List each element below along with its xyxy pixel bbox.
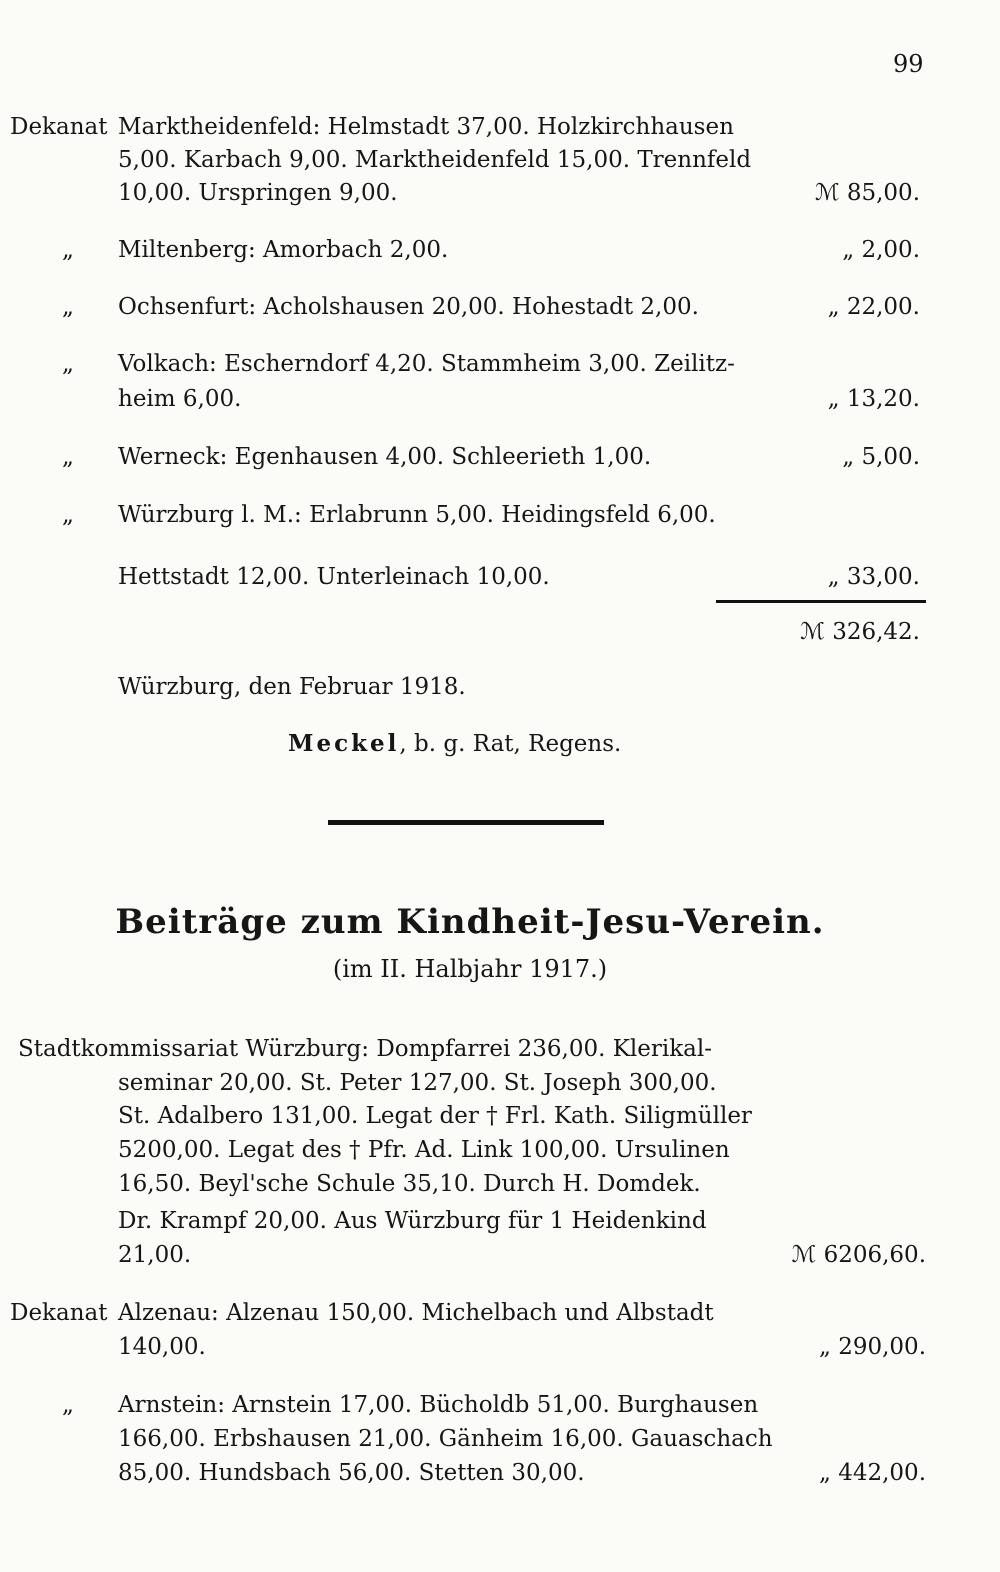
signature <box>288 730 621 757</box>
entry-amount: „ 290,00. <box>818 1334 926 1360</box>
ditto-mark: „ <box>62 444 74 470</box>
signature-title: , b. g. Rat, Regens. <box>399 731 622 757</box>
section-title: Beiträge zum Kindheit-Jesu-Verein. <box>115 902 825 942</box>
entry-line: 85,00. Hundsbach 56,00. Stetten 30,00. <box>118 1460 585 1486</box>
ditto-mark: „ <box>62 1392 74 1418</box>
entry-line: Arnstein: Arnstein 17,00. Bücholdb 51,00. Burghausen <box>118 1392 759 1418</box>
entry-line: Werneck: Egenhausen 4,00. Schleerieth 1,00. <box>118 444 652 470</box>
entry-amount: „ 5,00. <box>842 444 920 470</box>
ditto-mark: „ <box>62 237 74 263</box>
section-total: ℳ 326,42. <box>800 619 920 645</box>
entry-line: Alzenau: Alzenau 150,00. Michelbach und Albstadt <box>118 1300 714 1326</box>
sum-rule <box>716 600 926 603</box>
entry-line: 21,00. <box>118 1242 192 1268</box>
entry-line: Dr. Krampf 20,00. Aus Würzburg für 1 Heidenkind <box>118 1208 707 1234</box>
signature-name: Meckel <box>288 730 400 757</box>
entry-line: 166,00. Erbshausen 21,00. Gänheim 16,00. Gauaschach <box>118 1426 773 1452</box>
entry-amount: ℳ 85,00. <box>814 180 920 206</box>
entry-line: Stadtkommissariat Würzburg: Dompfarrei 236,00. Klerikal- <box>18 1036 713 1062</box>
entry-line: Marktheidenfeld: Helmstadt 37,00. Holzkirchhausen <box>118 114 734 140</box>
entry-line: 5,00. Karbach 9,00. Marktheidenfeld 15,00. Trennfeld <box>118 147 752 173</box>
entry-line: Ochsenfurt: Acholshausen 20,00. Hohestadt 2,00. <box>118 294 699 320</box>
entry-amount: ℳ 6206,60. <box>791 1242 926 1268</box>
entry-amount: „ 2,00. <box>842 237 920 263</box>
entry-amount: „ 13,20. <box>827 386 920 412</box>
signature-place-date: Würzburg, den Februar 1918. <box>118 674 466 700</box>
entry-line: 16,50. Beyl'sche Schule 35,10. Durch H. Domdek. <box>118 1171 701 1197</box>
page-number: 99 <box>893 50 924 78</box>
entry-line: 5200,00. Legat des † Pfr. Ad. Link 100,00. Ursulinen <box>118 1137 730 1163</box>
ditto-mark: „ <box>62 351 74 377</box>
entry-line: Volkach: Escherndorf 4,20. Stammheim 3,00. Zeilitz- <box>118 351 735 377</box>
entry-line: Miltenberg: Amorbach 2,00. <box>118 237 449 263</box>
section-separator <box>328 820 604 825</box>
entry-line: heim 6,00. <box>118 386 242 412</box>
entry-label: Dekanat <box>10 114 108 140</box>
entry-line: Hettstadt 12,00. Unterleinach 10,00. <box>118 564 550 590</box>
entry-amount: „ 442,00. <box>818 1460 926 1486</box>
entry-line: 10,00. Urspringen 9,00. <box>118 180 398 206</box>
ditto-mark: „ <box>62 294 74 320</box>
entry-amount: „ 22,00. <box>827 294 920 320</box>
entry-line: 140,00. <box>118 1334 206 1360</box>
entry-line: seminar 20,00. St. Peter 127,00. St. Joseph 300,00. <box>118 1070 717 1096</box>
section-subtitle: (im II. Halbjahr 1917.) <box>332 955 608 983</box>
entry-line: Würzburg l. M.: Erlabrunn 5,00. Heidingsfeld 6,00. <box>118 502 716 528</box>
entry-amount: „ 33,00. <box>827 564 920 590</box>
ditto-mark: „ <box>62 502 74 528</box>
entry-line: St. Adalbero 131,00. Legat der † Frl. Kath. Siligmüller <box>118 1103 752 1129</box>
entry-label: Dekanat <box>10 1300 108 1326</box>
